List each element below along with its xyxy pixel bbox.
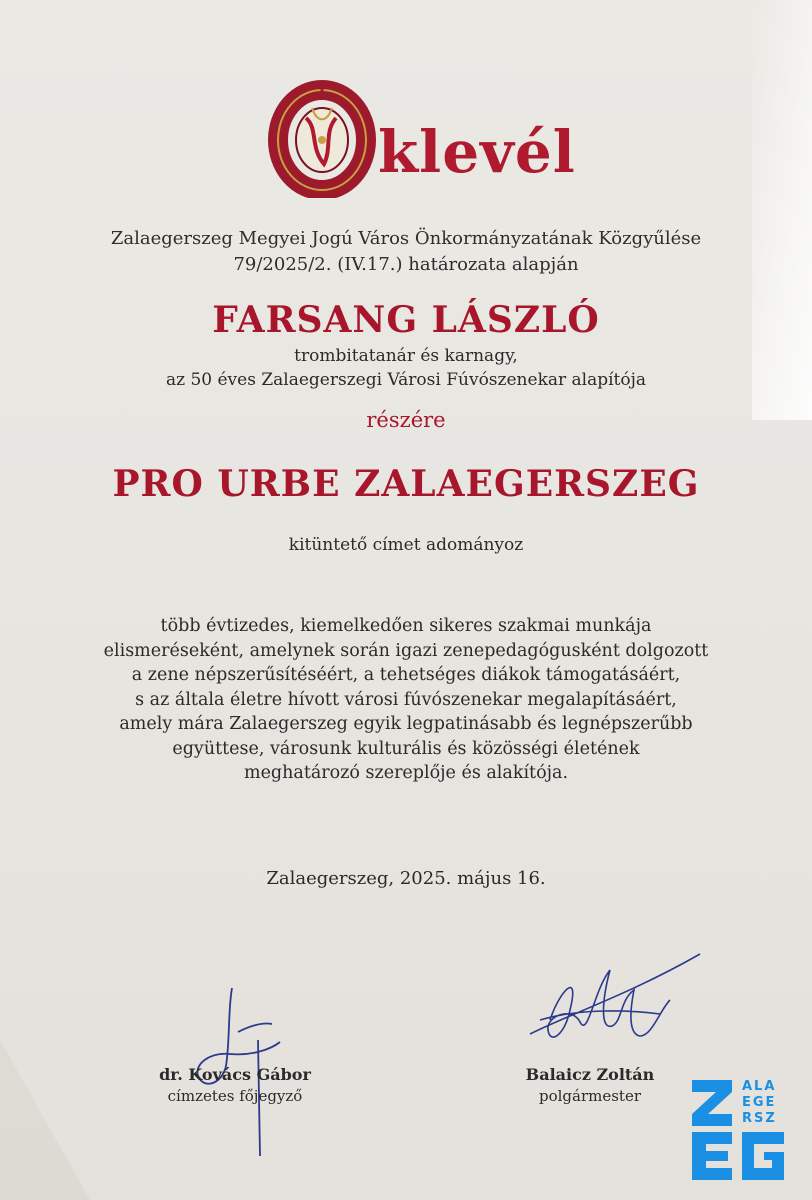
reszere-label: részére <box>366 408 446 432</box>
signatory-right <box>470 1064 710 1106</box>
award-title: PRO URBE ZALAEGERSZEG <box>112 463 700 505</box>
zeg-logo-icon <box>692 1076 792 1182</box>
recipient-description-2: az 50 éves Zalaegerszegi Városi Fúvószenekar alapítója <box>165 370 647 390</box>
signatory-role: polgármester <box>538 1087 642 1105</box>
recipient-name: FARSANG LÁSZLÓ <box>212 299 600 341</box>
citation-line: amely mára Zalaegerszeg egyik legpatinásabb és legnépszerűbb <box>119 714 693 734</box>
citation-text <box>0 614 812 786</box>
citation-line: elismeréseként, amelynek során igazi zenepedagógusként dolgozott <box>103 640 709 661</box>
document-title: klevél <box>378 118 576 186</box>
signatory-name: dr. Kovács Gábor <box>159 1065 311 1084</box>
citation-line: a zene népszerűsítéséért, a tehetséges diákok támogatásáért, <box>131 665 681 685</box>
citation-line: s az általa életre hívott városi fúvószenekar megalapításáért, <box>135 689 677 710</box>
issuer-line-2: 79/2025/2. (IV.17.) határozata alapján <box>233 254 579 275</box>
logo-letters-1: ALA <box>742 1079 777 1094</box>
ornate-initial-o-icon <box>262 78 382 198</box>
citation-line: több évtizedes, kiemelkedően sikeres szakmai munkája <box>160 616 652 636</box>
paper-corner-fold <box>0 1040 90 1200</box>
citation-line: meghatározó szereplője és alakítója. <box>243 763 569 783</box>
logo-letters-3: RSZ <box>742 1111 777 1126</box>
signature-right-icon <box>510 950 710 1070</box>
signatory-left <box>130 1064 340 1106</box>
signatory-name: Balaicz Zoltán <box>525 1065 655 1084</box>
signatory-role: címzetes főjegyző <box>167 1087 303 1105</box>
citation-line: együttese, városunk kulturális és közösségi életének <box>172 738 640 759</box>
recipient-description-1: trombitatanár és karnagy, <box>294 346 518 366</box>
logo-letters-2: EGE <box>742 1095 777 1110</box>
title-initial-text <box>0 0 1 1</box>
place-and-date: Zalaegerszeg, 2025. május 16. <box>266 868 546 889</box>
award-action: kitüntető címet adományoz <box>288 535 524 555</box>
issuer-line-1: Zalaegerszeg Megyei Jogú Város Önkormányzatának Közgyűlése <box>110 228 702 249</box>
